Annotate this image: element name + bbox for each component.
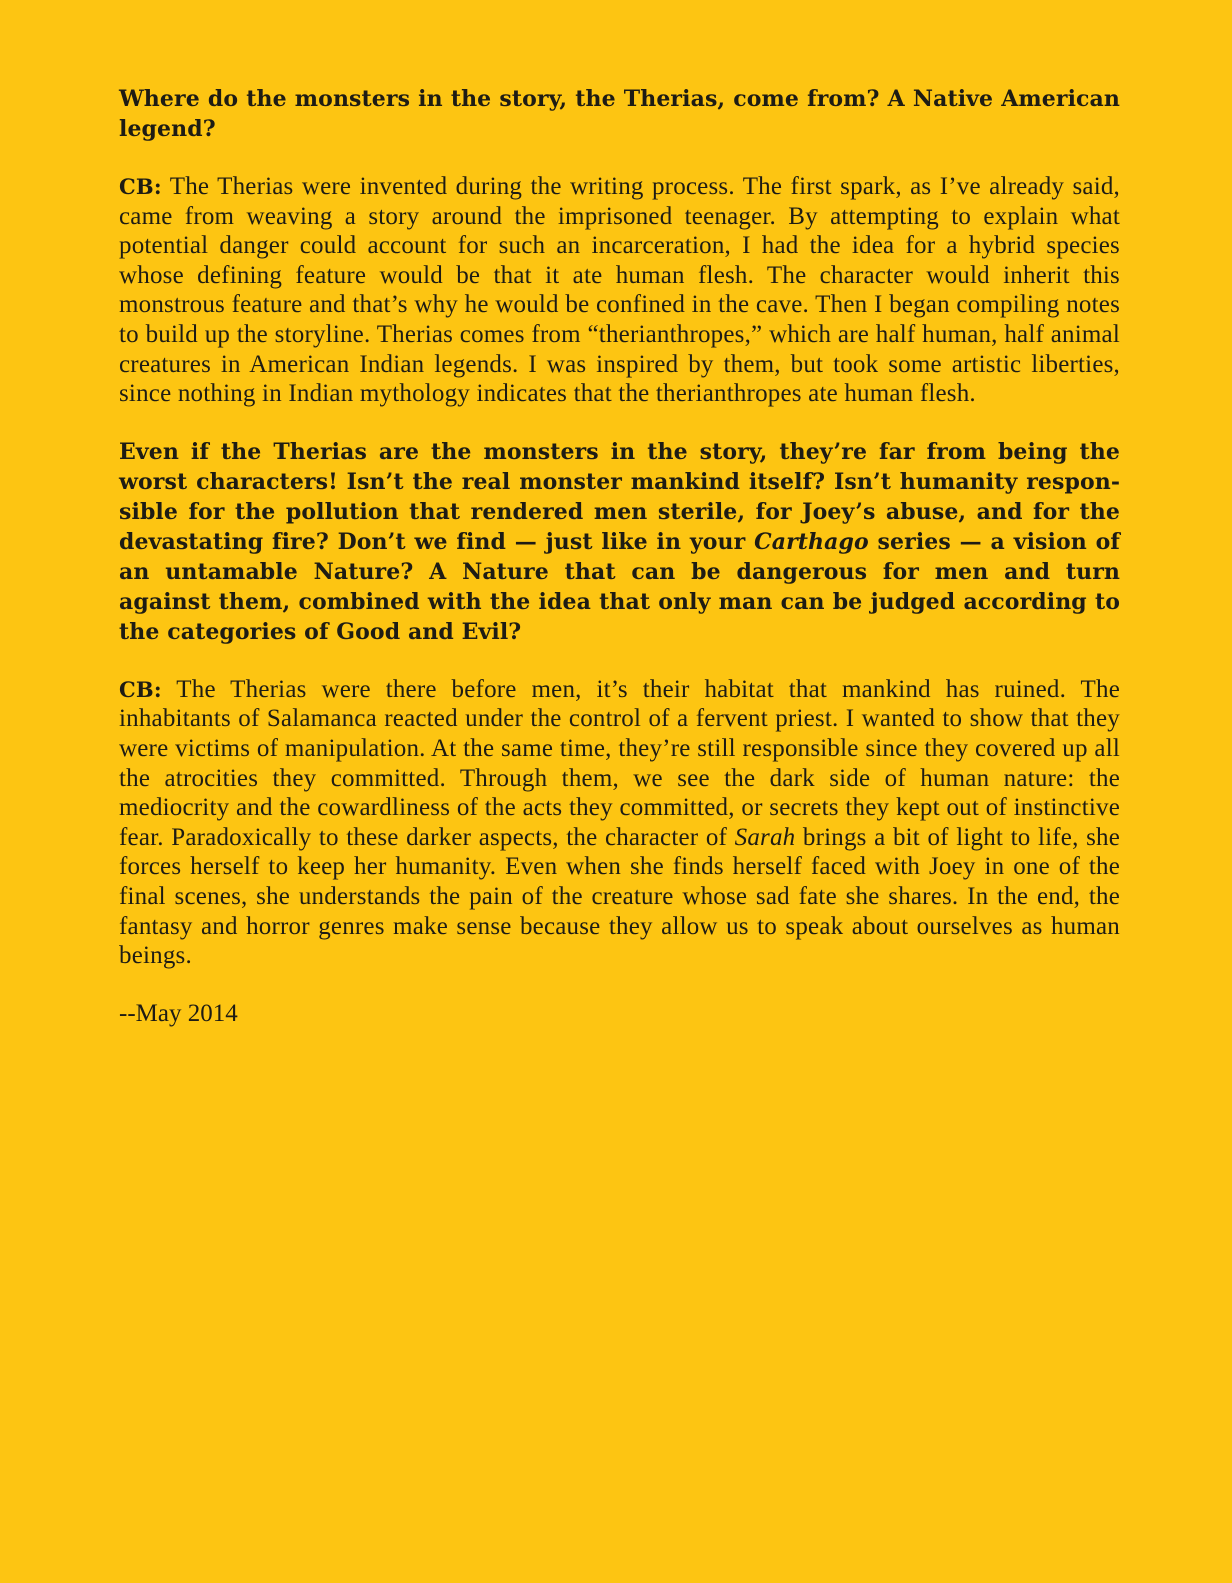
series-title: Carthago (754, 528, 869, 555)
question-1 (119, 84, 1120, 144)
question-2 (119, 437, 1120, 647)
answer-2-text-after: brings a bit of light to life, she forces herself to keep her humanity. Even when she finds herself faced with Joey in one of the final scenes, she understands the pain of the creature whose sad fate she shares. In the end, the fantasy and horror genres make sense because they allow us to speak about ourselves as human beings. (119, 823, 1121, 970)
question-1-text: Where do the monsters in the story, the Therias, come from? A Native American legend? (119, 86, 1120, 142)
answer-2 (119, 675, 1120, 971)
question-2-text-before: Even if the Therias are the monsters in the story, they’re far from being the worst characters! Isn’t the real monster mankind itself? Isn’t humanity responsible for the pollution that rendered men sterile, for Joey’s abuse, and for the devastating fire? Don’t we find — just like in your (119, 438, 1120, 555)
interview-text (119, 84, 1120, 1029)
interview-date: --May 2014 (119, 999, 238, 1027)
answer-2-text-before: The Therias were there before men, it’s their habitat that mankind has ruined. The inhabitants of Salamanca reacted under the control of a fervent priest. I wanted to show that they were victims of manipulation. At the same time, they’re still responsible since they covered up all the atrocities they committed. Through them, we see the dark side of human nature: the mediocrity and the cowardliness of the acts they committed, or secrets they kept out of instinctive fear. Paradoxically to these darker aspects, the character of (119, 675, 1120, 851)
answer-1 (119, 172, 1120, 409)
speaker-label: CB: (119, 174, 162, 199)
answer-1-text: The Therias were invented during the writing process. The first spark, as I’ve already said, came from weaving a story around the imprisoned teenager. By attempting to explain what potential danger could account for such an incarceration, I had the idea for a hybrid species whose defining feature would be that it ate human flesh. The character would inherit this monstrous feature and that’s why he would be confined in the cave. Then I began compiling notes to build up the storyline. Therias comes from “therianthropes,” which are half human, half animal creatures in American Indian legends. I was inspired by them, but took some artistic liberties, since nothing in Indian mythology indicates that the therianthropes ate human flesh. (119, 173, 1120, 408)
character-name: Sarah (734, 823, 796, 851)
speaker-label: CB: (119, 676, 162, 702)
question-2-text-after: series — a vision of an untamable Nature? A Nature that can be dangerous for men and turn against them, combined with the idea that only man can be judged according to the categories of Good and Evil? (119, 528, 1120, 645)
